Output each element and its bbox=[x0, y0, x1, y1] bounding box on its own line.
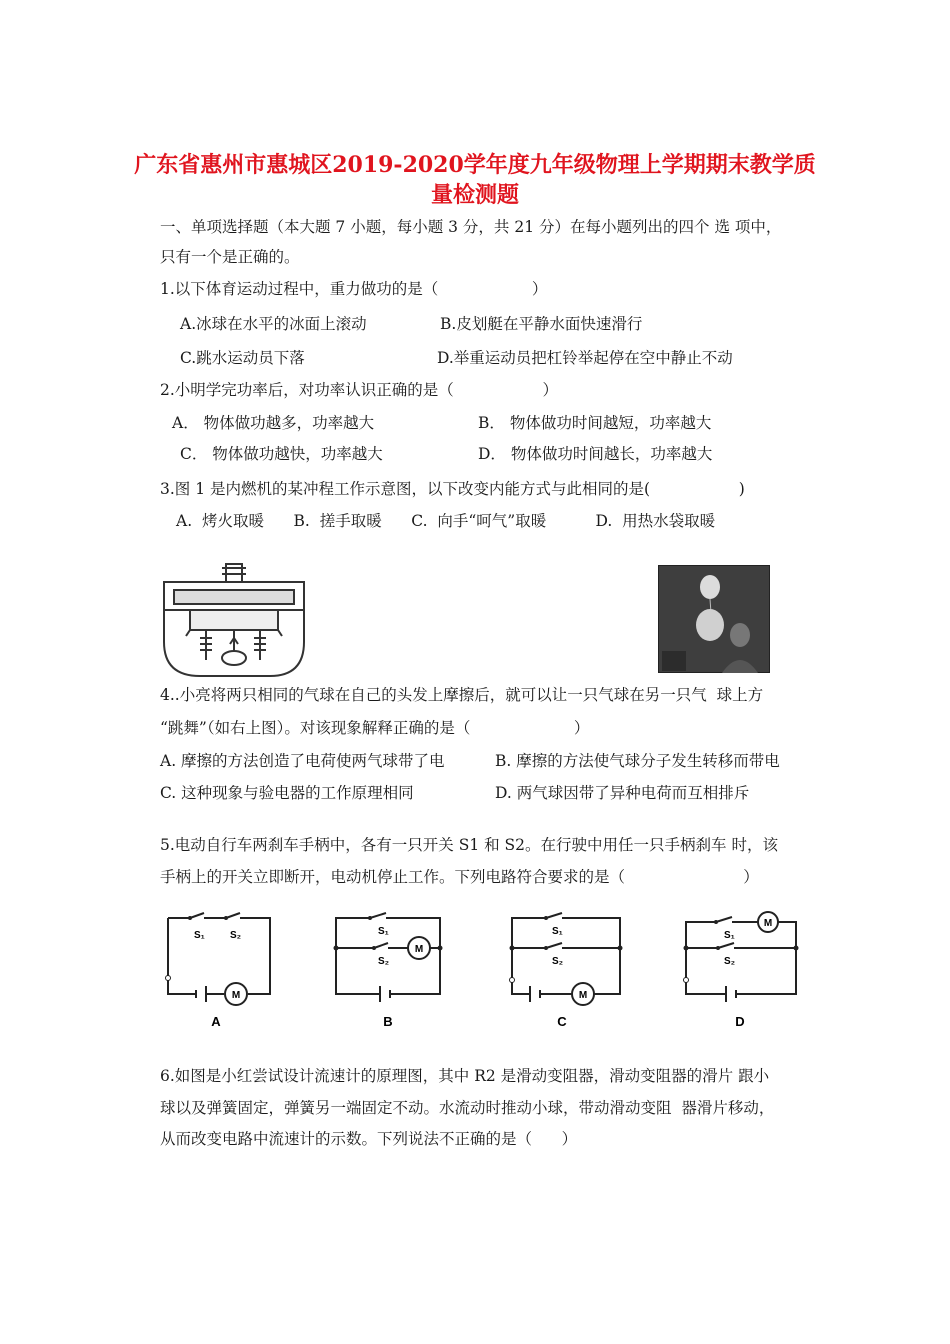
balloon-photo bbox=[658, 565, 770, 673]
q3-stem: 3.图 1 是内燃机的某冲程工作示意图，以下改变内能方式与此相同的是( ) bbox=[160, 480, 745, 498]
circuit-b-s2-label: S₂ bbox=[378, 956, 390, 967]
q2-option-c: C． 物体做功越快，功率越大 bbox=[180, 445, 383, 463]
q4-option-a: A. 摩擦的方法创造了电荷使两气球带了电 bbox=[160, 752, 445, 770]
q6-line-1: 6.如图是小红尝试设计流速计的原理图，其中 R2 是滑动变阻器，滑动变阻器的滑片 跟小 bbox=[160, 1067, 770, 1085]
q1-option-d: D.举重运动员把杠铃举起停在空中静止不动 bbox=[437, 349, 733, 367]
q4-stem-line-2: “跳舞”（如右上图）。对该现象解释正确的是（ ） bbox=[160, 719, 590, 737]
circuit-d-s1-label: S₁ bbox=[724, 930, 735, 941]
circuit-a-s1-label: S₁ bbox=[194, 930, 205, 941]
section-heading-line-1: 一、单项选择题（本大题 7 小题，每小题 3 分，共 21 分）在每小题列出的四个 选 项中， bbox=[160, 218, 782, 236]
q2-stem: 2.小明学完功率后，对功率认识正确的是（ ） bbox=[160, 381, 558, 399]
circuit-c bbox=[506, 908, 626, 1030]
q6-line-2: 球以及弹簧固定，弹簧另一端固定不动。水流动时推动小球，带动滑动变阻 器滑片移动， bbox=[160, 1099, 775, 1117]
circuit-b-label: B bbox=[383, 1014, 393, 1029]
circuit-c-s1-label: S₁ bbox=[552, 926, 563, 937]
circuit-c-motor-label: M bbox=[578, 990, 588, 1001]
q2-option-d: D． 物体做功时间越长，功率越大 bbox=[478, 445, 713, 463]
q1-option-b: B.皮划艇在平静水面快速滑行 bbox=[440, 315, 643, 333]
circuit-d-motor-label: M bbox=[763, 918, 773, 929]
q1-option-a: A.冰球在水平的冰面上滚动 bbox=[180, 315, 367, 333]
circuit-b-s1-label: S₁ bbox=[378, 926, 389, 937]
section-heading-line-2: 只有一个是正确的。 bbox=[160, 248, 300, 266]
circuit-b bbox=[330, 908, 450, 1030]
engine-stroke-diagram bbox=[160, 560, 310, 680]
q5-stem-line-2: 手柄上的开关立即断开，电动机停止工作。下列电路符合要求的是（ ） bbox=[160, 868, 759, 886]
circuit-a-s2-label: S₂ bbox=[230, 930, 242, 941]
q4-option-d: D. 两气球因带了异种电荷而互相排斥 bbox=[495, 784, 750, 802]
q4-option-c: C. 这种现象与验电器的工作原理相同 bbox=[160, 784, 414, 802]
circuit-c-s2-label: S₂ bbox=[552, 956, 564, 967]
q3-options: A. 烤火取暖 B. 搓手取暖 C. 向手“呵气”取暖 D. 用热水袋取暖 bbox=[176, 512, 716, 530]
q4-stem-line-1: 4..小亮将两只相同的气球在自己的头发上摩擦后，就可以让一只气球在另一只气 球上方 bbox=[160, 686, 764, 704]
q5-stem-line-1: 5.电动自行车两刹车手柄中，各有一只开关 S1 和 S2。在行驶中用任一只手柄刹车 时，该 bbox=[160, 836, 778, 854]
q2-option-a: A． 物体做功越多，功率越大 bbox=[172, 414, 375, 432]
circuit-a-motor-label: M bbox=[231, 990, 241, 1001]
q6-line-3: 从而改变电路中流速计的示数。下列说法不正确的是（ ） bbox=[160, 1130, 578, 1148]
circuit-d bbox=[680, 908, 804, 1030]
circuit-d-label: D bbox=[735, 1014, 745, 1029]
q1-stem: 1.以下体育运动过程中，重力做功的是（ ） bbox=[160, 280, 548, 298]
circuit-a-label: A bbox=[211, 1014, 221, 1029]
circuit-b-motor-label: M bbox=[414, 944, 424, 955]
circuit-d-s2-label: S₂ bbox=[724, 956, 736, 967]
q2-option-b: B． 物体做功时间越短，功率越大 bbox=[478, 414, 712, 432]
q4-option-b: B. 摩擦的方法使气球分子发生转移而带电 bbox=[495, 752, 780, 770]
title-line-1: 广东省惠州市惠城区2019-2020学年度九年级物理上学期期末教学质 bbox=[134, 152, 816, 178]
title-line-2: 量检测题 bbox=[430, 182, 519, 208]
q1-option-c: C.跳水运动员下落 bbox=[180, 349, 305, 367]
circuit-c-label: C bbox=[557, 1014, 567, 1029]
circuit-a bbox=[160, 908, 280, 1030]
